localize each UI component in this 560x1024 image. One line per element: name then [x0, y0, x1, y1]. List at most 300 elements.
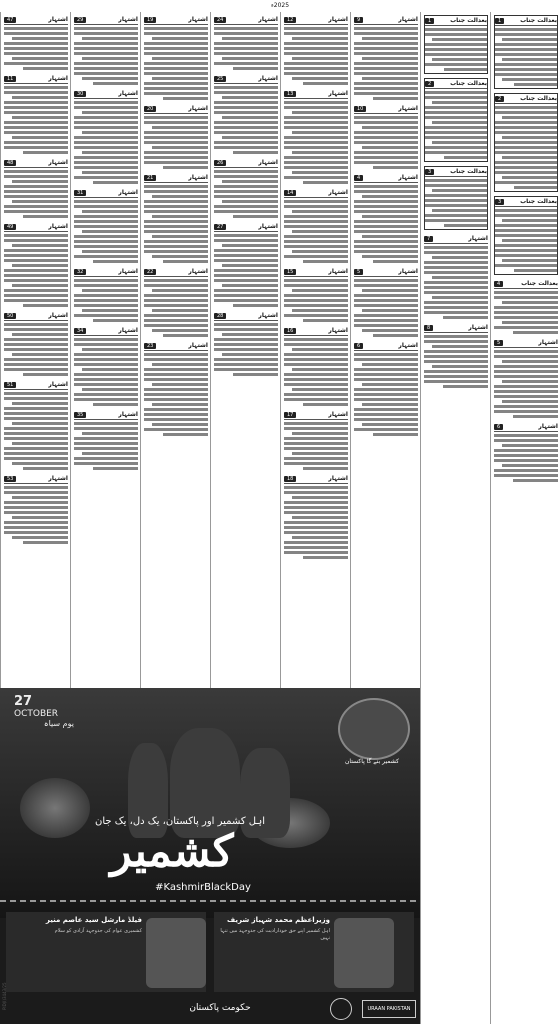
- text-line: [432, 296, 488, 299]
- text-line: [494, 454, 558, 457]
- text-line: [144, 220, 208, 223]
- text-line: [74, 32, 138, 35]
- text-line: [495, 171, 557, 174]
- notice-header: [424, 234, 488, 244]
- notice-header: [4, 380, 68, 390]
- text-line: [362, 403, 418, 406]
- text-line: [144, 47, 208, 50]
- text-line: [494, 291, 558, 294]
- text-line: [362, 309, 418, 312]
- notice-number: 27: [214, 224, 226, 230]
- text-line: [152, 289, 208, 292]
- notice-item: [74, 410, 138, 470]
- text-line: [144, 294, 208, 297]
- notice-title: اشتہار: [118, 268, 138, 275]
- notice-title: اشتہار: [538, 423, 558, 430]
- text-line: [284, 225, 348, 228]
- text-line: [214, 121, 278, 124]
- text-line: [152, 126, 208, 129]
- notice-header: [214, 222, 278, 232]
- text-line: [144, 151, 208, 154]
- text-line: [284, 235, 348, 238]
- notice-item: [354, 341, 418, 436]
- notice-title: اشتہار: [188, 174, 208, 181]
- text-line: [362, 363, 418, 366]
- text-line: [152, 77, 208, 80]
- text-line: [4, 106, 68, 109]
- text-line: [424, 301, 488, 304]
- text-line: [425, 111, 487, 114]
- notice-title: اشتہار: [118, 90, 138, 97]
- text-line: [425, 91, 487, 94]
- text-line: [425, 116, 487, 119]
- text-line: [163, 433, 208, 436]
- text-line: [82, 230, 138, 233]
- text-line: [354, 161, 418, 164]
- text-line: [214, 146, 278, 149]
- text-line: [4, 62, 68, 65]
- text-line: [93, 403, 138, 406]
- text-line: [495, 106, 557, 109]
- text-line: [494, 434, 558, 437]
- text-line: [74, 47, 138, 50]
- text-line: [4, 299, 68, 302]
- notice-header: [144, 173, 208, 183]
- text-line: [4, 412, 68, 415]
- text-line: [292, 171, 348, 174]
- notice-title: اشتہار: [398, 342, 418, 349]
- text-line: [12, 333, 68, 336]
- text-line: [354, 358, 418, 361]
- text-line: [74, 146, 138, 149]
- text-line: [495, 224, 557, 227]
- text-line: [4, 526, 68, 529]
- notice-header: [284, 474, 348, 484]
- text-line: [354, 388, 418, 391]
- notice-number: 17: [284, 412, 296, 418]
- notice-title: اشتہار: [48, 223, 68, 230]
- text-line: [303, 556, 348, 559]
- text-line: [74, 314, 138, 317]
- text-line: [144, 190, 208, 193]
- text-line: [284, 121, 348, 124]
- text-line: [292, 111, 348, 114]
- text-line: [74, 343, 138, 346]
- text-line: [284, 314, 348, 317]
- text-line: [494, 296, 558, 299]
- text-line: [513, 415, 558, 418]
- notice-title: اشتہار: [258, 223, 278, 230]
- text-line: [144, 185, 208, 188]
- text-line: [214, 249, 278, 252]
- text-line: [144, 72, 208, 75]
- text-line: [152, 383, 208, 386]
- text-line: [502, 156, 557, 159]
- text-line: [354, 250, 418, 253]
- text-line: [284, 531, 348, 534]
- notice-header: [4, 74, 68, 84]
- quaid-caption: کشمیر بنے گا پاکستان: [345, 758, 399, 765]
- text-line: [424, 286, 488, 289]
- text-line: [284, 294, 348, 297]
- text-line: [4, 111, 68, 114]
- text-line: [424, 306, 488, 309]
- text-line: [144, 141, 208, 144]
- text-line: [303, 319, 348, 322]
- text-line: [4, 234, 68, 237]
- notice-item: [424, 323, 488, 388]
- text-line: [4, 32, 68, 35]
- notice-title: بعدالت جناب: [450, 168, 487, 175]
- text-line: [424, 355, 488, 358]
- text-line: [424, 251, 488, 254]
- text-line: [214, 190, 278, 193]
- text-line: [292, 250, 348, 253]
- text-line: [425, 33, 487, 36]
- text-line: [144, 210, 208, 213]
- text-line: [144, 388, 208, 391]
- text-line: [152, 423, 208, 426]
- pid-code: PID(I)3443/25: [2, 982, 7, 1010]
- text-line: [495, 229, 557, 232]
- notice-header: [74, 267, 138, 277]
- text-line: [284, 166, 348, 169]
- text-line: [222, 136, 278, 139]
- text-line: [354, 116, 418, 119]
- text-line: [82, 57, 138, 60]
- masthead-date: 2025ء: [270, 2, 290, 9]
- text-line: [354, 82, 418, 85]
- text-line: [494, 365, 558, 368]
- text-line: [144, 304, 208, 307]
- text-line: [163, 166, 208, 169]
- text-line: [354, 294, 418, 297]
- notice-title: اشتہار: [188, 16, 208, 23]
- text-line: [425, 194, 487, 197]
- text-line: [144, 413, 208, 416]
- notice-header: [144, 267, 208, 277]
- text-line: [4, 279, 68, 282]
- text-line: [233, 67, 278, 70]
- text-line: [513, 331, 558, 334]
- notice-number: 35: [74, 412, 86, 418]
- text-line: [495, 68, 557, 71]
- text-line: [502, 239, 557, 242]
- text-line: [12, 284, 68, 287]
- notice-item: [354, 267, 418, 337]
- notice-header: [4, 474, 68, 484]
- text-line: [284, 383, 348, 386]
- text-line: [93, 181, 138, 184]
- text-line: [284, 126, 348, 129]
- notice-number: 4: [494, 281, 503, 287]
- text-line: [424, 370, 488, 373]
- quaid-portrait: [338, 698, 410, 760]
- text-line: [444, 68, 487, 71]
- text-line: [284, 161, 348, 164]
- notice-number: 21: [144, 175, 156, 181]
- notice-title: اشتہار: [118, 189, 138, 196]
- text-line: [4, 141, 68, 144]
- notice-title: اشتہار: [398, 174, 418, 181]
- text-line: [284, 462, 348, 465]
- date-month: OCTOBER: [14, 709, 59, 719]
- notice-number: 29: [74, 17, 86, 23]
- text-line: [292, 77, 348, 80]
- column-c5: [280, 12, 351, 688]
- text-line: [144, 428, 208, 431]
- text-line: [494, 355, 558, 358]
- text-line: [152, 235, 208, 238]
- text-line: [494, 405, 558, 408]
- text-line: [74, 161, 138, 164]
- text-line: [354, 67, 418, 70]
- text-line: [222, 57, 278, 60]
- field-marshal-message: کشمیری عوام کی جدوجہد آزادی کو سلام: [54, 928, 142, 934]
- notice-header: [214, 15, 278, 25]
- text-line: [502, 78, 557, 81]
- text-line: [373, 260, 418, 263]
- text-line: [354, 205, 418, 208]
- text-line: [425, 214, 487, 217]
- text-line: [74, 240, 138, 243]
- notice-number: 3: [495, 199, 504, 205]
- notice-title: اشتہار: [538, 339, 558, 346]
- text-line: [93, 260, 138, 263]
- text-line: [425, 43, 487, 46]
- text-line: [444, 156, 487, 159]
- text-line: [74, 427, 138, 430]
- text-line: [495, 111, 557, 114]
- government-emblem-icon: [330, 998, 352, 1020]
- text-line: [424, 261, 488, 264]
- text-line: [424, 311, 488, 314]
- text-line: [4, 131, 68, 134]
- text-line: [74, 156, 138, 159]
- text-line: [4, 457, 68, 460]
- text-line: [284, 215, 348, 218]
- column-c1: [0, 12, 71, 688]
- text-line: [23, 304, 68, 307]
- text-line: [425, 131, 487, 134]
- text-line: [495, 73, 557, 76]
- text-line: [354, 230, 418, 233]
- notice-header: [74, 15, 138, 25]
- text-line: [74, 294, 138, 297]
- text-line: [214, 279, 278, 282]
- text-line: [222, 96, 278, 99]
- notice-item: [494, 15, 558, 89]
- column-c8: [490, 12, 560, 1024]
- text-line: [74, 27, 138, 30]
- text-line: [292, 452, 348, 455]
- text-line: [144, 373, 208, 376]
- text-line: [424, 281, 488, 284]
- text-line: [432, 101, 487, 104]
- text-line: [222, 244, 278, 247]
- text-line: [144, 225, 208, 228]
- text-line: [4, 289, 68, 292]
- text-line: [425, 199, 487, 202]
- text-line: [144, 92, 208, 95]
- field-marshal-panel: [6, 912, 206, 992]
- text-line: [284, 279, 348, 282]
- notice-number: 13: [284, 91, 296, 97]
- text-line: [502, 464, 558, 467]
- text-line: [214, 338, 278, 341]
- notice-header: [74, 188, 138, 198]
- text-line: [362, 77, 418, 80]
- notice-title: اشتہار: [258, 159, 278, 166]
- notice-item: [4, 474, 68, 544]
- text-line: [284, 437, 348, 440]
- notice-item: [74, 15, 138, 85]
- text-line: [432, 189, 487, 192]
- text-line: [4, 146, 68, 149]
- text-line: [214, 101, 278, 104]
- text-line: [233, 151, 278, 154]
- text-line: [495, 63, 557, 66]
- notice-item: [214, 222, 278, 307]
- notice-header: [284, 89, 348, 99]
- text-line: [233, 215, 278, 218]
- text-line: [74, 284, 138, 287]
- notice-number: 50: [4, 313, 16, 319]
- text-line: [152, 403, 208, 406]
- notice-number: 22: [144, 269, 156, 275]
- text-line: [284, 398, 348, 401]
- text-line: [354, 225, 418, 228]
- notice-title: اشتہار: [328, 475, 348, 482]
- text-line: [425, 184, 487, 187]
- text-line: [152, 309, 208, 312]
- column-c2: [70, 12, 141, 688]
- text-line: [4, 397, 68, 400]
- text-line: [12, 442, 68, 445]
- field-marshal-portrait: [146, 918, 206, 988]
- text-line: [144, 67, 208, 70]
- text-line: [74, 176, 138, 179]
- text-line: [424, 375, 488, 378]
- text-line: [74, 116, 138, 119]
- text-line: [74, 398, 138, 401]
- column-c6: [350, 12, 421, 688]
- text-line: [74, 437, 138, 440]
- text-line: [373, 97, 418, 100]
- notice-header: [354, 15, 418, 25]
- text-line: [424, 360, 488, 363]
- text-line: [4, 42, 68, 45]
- text-line: [494, 459, 558, 462]
- text-line: [494, 350, 558, 353]
- text-line: [354, 324, 418, 327]
- notice-number: 6: [494, 424, 503, 430]
- text-line: [4, 486, 68, 489]
- notice-title: اشتہار: [118, 16, 138, 23]
- text-line: [144, 250, 208, 253]
- text-line: [74, 235, 138, 238]
- text-line: [354, 220, 418, 223]
- text-line: [152, 329, 208, 332]
- notice-item: [4, 15, 68, 70]
- text-line: [214, 185, 278, 188]
- text-line: [82, 151, 138, 154]
- notice-header: [354, 104, 418, 114]
- notice-number: 49: [4, 224, 16, 230]
- text-line: [425, 48, 487, 51]
- text-line: [82, 309, 138, 312]
- text-line: [362, 195, 418, 198]
- notice-header: [354, 173, 418, 183]
- text-line: [432, 276, 488, 279]
- text-line: [144, 87, 208, 90]
- notice-number: 30: [74, 91, 86, 97]
- text-line: [424, 246, 488, 249]
- text-line: [303, 260, 348, 263]
- text-line: [284, 101, 348, 104]
- text-line: [152, 195, 208, 198]
- notice-title: اشتہار: [258, 312, 278, 319]
- text-line: [495, 33, 557, 36]
- text-line: [152, 363, 208, 366]
- text-line: [292, 309, 348, 312]
- notice-title: اشتہار: [48, 75, 68, 82]
- text-line: [495, 151, 557, 154]
- notice-number: 5: [354, 269, 363, 275]
- text-line: [495, 234, 557, 237]
- text-line: [4, 521, 68, 524]
- text-line: [74, 299, 138, 302]
- text-line: [354, 428, 418, 431]
- text-line: [222, 200, 278, 203]
- text-line: [284, 442, 348, 445]
- notice-item: [74, 267, 138, 322]
- text-line: [284, 526, 348, 529]
- text-line: [214, 32, 278, 35]
- notice-title: اشتہار: [468, 324, 488, 331]
- text-line: [292, 230, 348, 233]
- text-line: [284, 47, 348, 50]
- text-line: [424, 291, 488, 294]
- notice-item: [4, 74, 68, 154]
- notice-number: 28: [214, 313, 226, 319]
- text-line: [502, 380, 558, 383]
- text-line: [74, 205, 138, 208]
- notice-header: [494, 338, 558, 348]
- notice-number: 9: [354, 17, 363, 23]
- text-line: [4, 239, 68, 242]
- text-line: [424, 350, 488, 353]
- text-line: [74, 126, 138, 129]
- text-line: [354, 72, 418, 75]
- text-line: [4, 417, 68, 420]
- text-line: [144, 324, 208, 327]
- text-line: [214, 170, 278, 173]
- notice-title: اشتہار: [48, 475, 68, 482]
- notice-title: بعدالت جناب: [521, 280, 558, 287]
- text-line: [12, 96, 68, 99]
- text-line: [373, 334, 418, 337]
- notice-item: [354, 173, 418, 263]
- notice-item: [424, 166, 488, 230]
- text-line: [432, 256, 488, 259]
- text-line: [144, 131, 208, 134]
- text-line: [373, 433, 418, 436]
- text-line: [502, 176, 557, 179]
- text-line: [74, 42, 138, 45]
- text-line: [214, 86, 278, 89]
- text-line: [82, 289, 138, 292]
